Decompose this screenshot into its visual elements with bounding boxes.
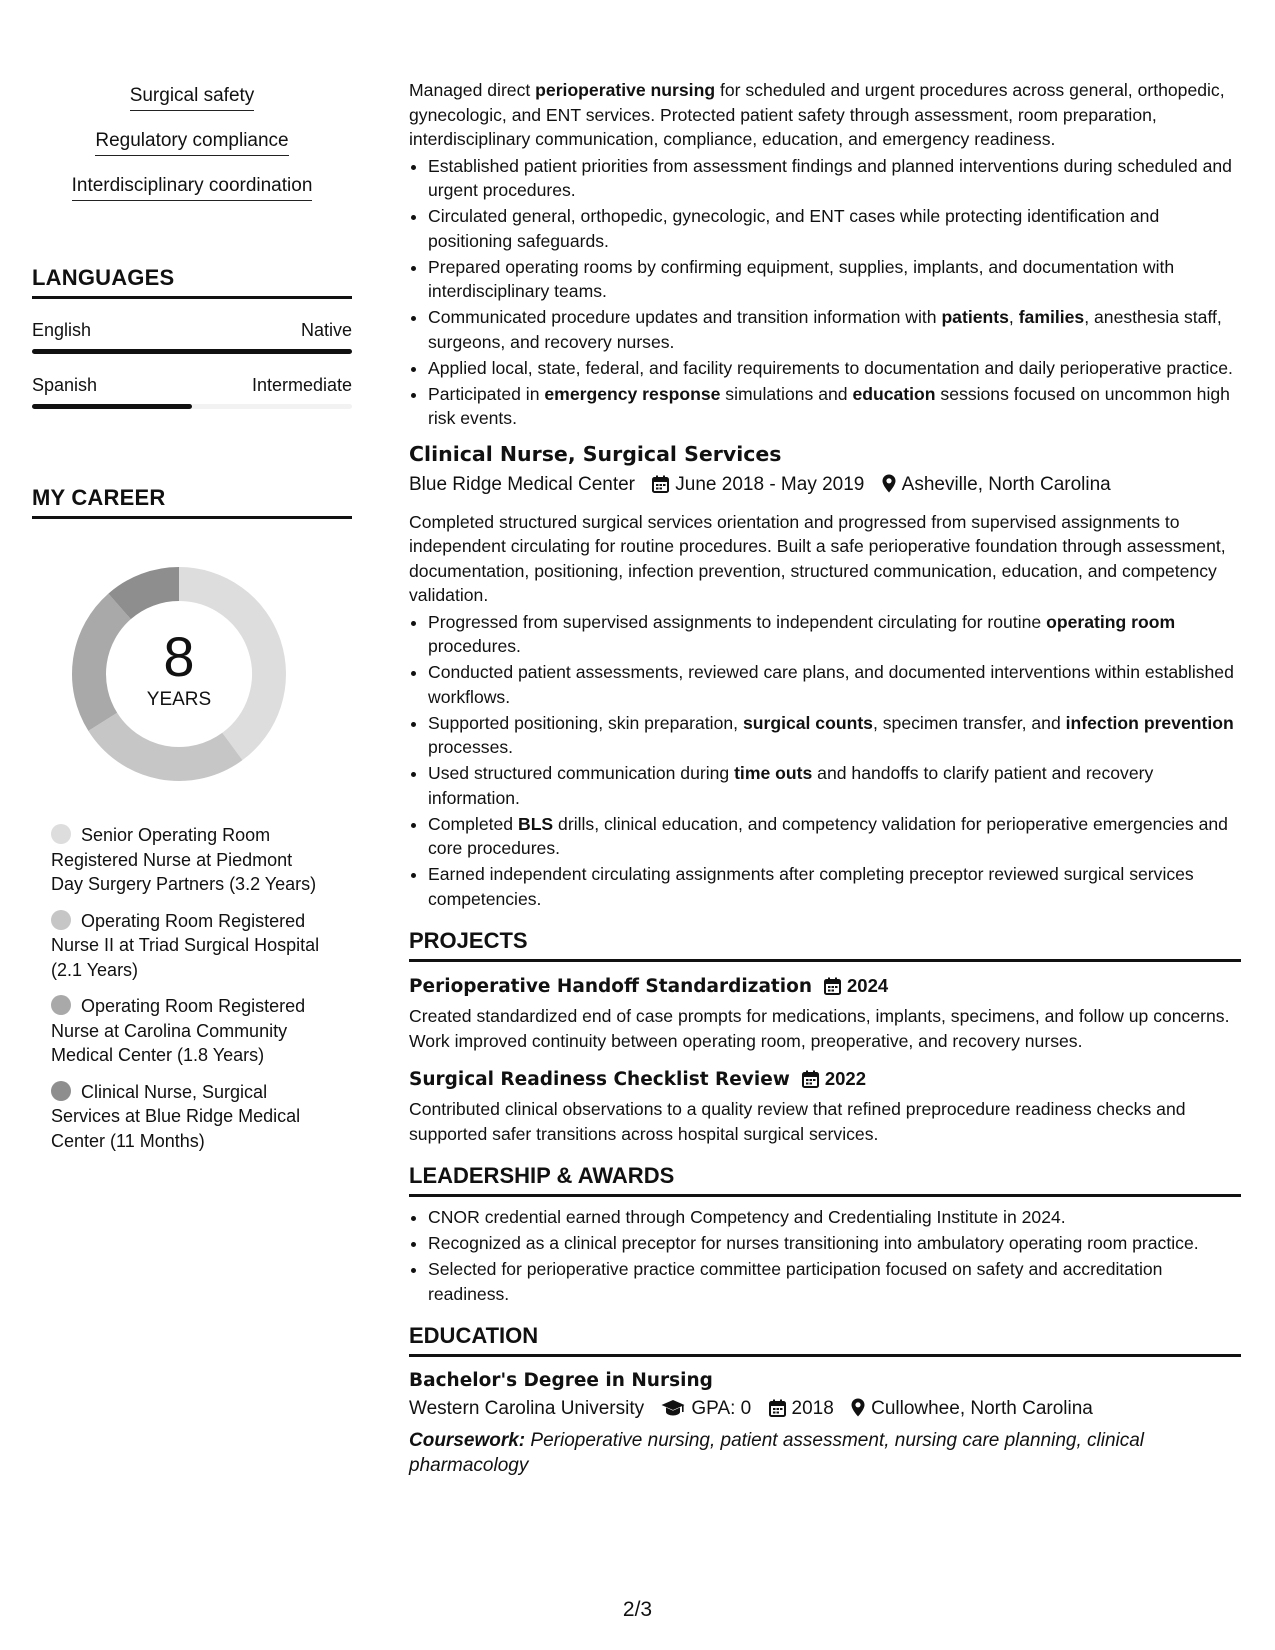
language-bar (32, 349, 352, 354)
left-column (32, 84, 352, 1165)
projects-title: PROJECTS (409, 927, 1241, 962)
job-bullet: • Communicated procedure updates and transition information with patients, families, anesthesia staff, surgeons, and recovery nurses. (428, 305, 1241, 354)
award-item: • Selected for perioperative practice committee participation focused on safety and accreditation readiness. (428, 1257, 1241, 1306)
job-bullet: • Prepared operating rooms by confirming equipment, supplies, implants, and documentation with interdisciplinary teams. (428, 255, 1241, 304)
legend-item (51, 909, 326, 983)
donut-segment (103, 722, 233, 764)
calendar-icon (802, 1069, 819, 1097)
awards-list (409, 1205, 1241, 1306)
legend-dot (51, 824, 71, 844)
career-section (32, 485, 352, 1153)
graduation-cap-icon (661, 1398, 685, 1426)
project-year: 2022 (824, 1068, 867, 1089)
project-title: Surgical Readiness Checklist Review 2022 (409, 1065, 1241, 1097)
job-summary: Completed structured surgical services orientation and progressed from supervised assignments to independent circulating for routine procedures. Built a safe perioperative foundation through assessment, documentation, positioning, infection prevention, structured communication, education, and competency validation. (409, 511, 1226, 605)
career-legend (32, 823, 352, 1153)
calendar-icon (824, 976, 841, 1004)
legend-label: Operating Room Registered Nurse II at Triad Surgical Hospital (2.1 Years) (51, 910, 320, 980)
degree-title: Bachelor's Degree in Nursing (409, 1370, 713, 1391)
job-bullet: • Conducted patient assessments, reviewed care plans, and documented interventions within established workflows. (428, 660, 1241, 709)
right-column (409, 78, 1241, 1478)
legend-item (51, 1080, 326, 1154)
job-bullets (409, 610, 1241, 912)
skills-list (32, 84, 352, 219)
legend-dot (51, 1081, 71, 1101)
job-bullet: • Completed BLS drills, clinical education, and competency validation for perioperative emergencies and core procedures. (428, 812, 1241, 861)
awards-title: LEADERSHIP & AWARDS (409, 1162, 1241, 1197)
job-bullet: • Used structured communication during time outs and handoffs to clarify patient and recovery information. (428, 761, 1241, 810)
language-bar (32, 404, 352, 409)
school-name: Western Carolina University (409, 1398, 645, 1419)
language-item (32, 319, 352, 354)
legend-label: Operating Room Registered Nurse at Carolina Community Medical Center (1.8 Years) (51, 996, 306, 1065)
company-name: Blue Ridge Medical Center (409, 473, 636, 495)
project-title: Perioperative Handoff Standardization 2024 (409, 972, 1241, 1004)
education-title: EDUCATION (409, 1322, 1241, 1357)
language-level: Intermediate (251, 375, 352, 395)
map-pin-icon (851, 1398, 865, 1426)
legend-label: Clinical Nurse, Surgical Services at Blue Ridge Medical Center (11 Months) (51, 1081, 301, 1151)
career-total-years: 8 (163, 625, 195, 688)
skill-tag: Surgical safety (130, 84, 255, 111)
legend-item (51, 823, 326, 897)
language-bar-fill (32, 349, 352, 354)
award-item: • Recognized as a clinical preceptor for nurses transitioning into ambulatory operating room practice. (428, 1231, 1241, 1256)
education-meta (409, 1395, 1241, 1426)
job-title: Clinical Nurse, Surgical Services (409, 441, 782, 466)
language-name: English (32, 320, 92, 340)
career-donut-chart (64, 559, 294, 789)
award-item: • CNOR credential earned through Competency and Credentialing Institute in 2024. (428, 1205, 1241, 1230)
language-level: Native (300, 320, 352, 340)
gpa: GPA: 0 (691, 1398, 752, 1419)
job-summary: Managed direct perioperative nursing for scheduled and urgent procedures across general, orthopedic, gynecologic, and ENT services. Protected patient safety through assessment, room preparation, interdisciplinary communication, compliance, education, and emergency readiness. (409, 80, 1225, 149)
job-bullet: • Supported positioning, skin preparation, surgical counts, specimen transfer, and infection prevention processes. (428, 711, 1241, 760)
project-description: Created standardized end of case prompts for medications, implants, specimens, and follow up concerns. Work improved continuity between operating room, preoperative, and recovery nurses. (409, 1006, 1230, 1051)
page-number: 2/3 (622, 1598, 653, 1621)
skill-tag: Interdisciplinary coordination (72, 174, 313, 201)
career-title: MY CAREER (32, 485, 352, 519)
language-bar-fill (32, 404, 192, 409)
legend-item (51, 994, 326, 1068)
job-bullet: • Earned independent circulating assignments after completing preceptor reviewed surgical services competencies. (428, 862, 1241, 911)
school-location: Cullowhee, North Carolina (871, 1398, 1093, 1419)
calendar-icon (652, 474, 669, 502)
project-description: Contributed clinical observations to a quality review that refined preprocedure readiness checks and supported safer transitions across hospital surgical services. (409, 1099, 1186, 1144)
skill-tag: Regulatory compliance (95, 129, 288, 156)
legend-label: Senior Operating Room Registered Nurse at Piedmont Day Surgery Partners (3.2 Years) (51, 825, 317, 894)
job-bullet: • Circulated general, orthopedic, gynecologic, and ENT cases while protecting identification and positioning safeguards. (428, 204, 1241, 253)
languages-title: LANGUAGES (32, 265, 352, 299)
legend-dot (51, 910, 71, 930)
job-dates: June 2018 - May 2019 (675, 473, 865, 495)
languages-section (32, 265, 352, 409)
job-bullet: • Progressed from supervised assignments to independent circulating for routine operating room procedures. (428, 610, 1241, 659)
coursework: Coursework: Perioperative nursing, patient assessment, nursing care planning, clinical pharmacology (409, 1430, 1145, 1476)
career-years-label: YEARS (146, 689, 212, 710)
job-bullets (409, 154, 1241, 431)
job-bullet: • Participated in emergency response simulations and education sessions focused on uncommon high risk events. (428, 382, 1241, 431)
calendar-icon (769, 1398, 786, 1426)
language-name: Spanish (32, 375, 98, 395)
legend-dot (51, 995, 71, 1015)
job-meta (409, 471, 1241, 502)
job-location: Asheville, North Carolina (901, 473, 1111, 495)
project-year: 2024 (847, 975, 889, 996)
job-bullet: • Established patient priorities from assessment findings and planned interventions during scheduled and urgent procedures. (428, 154, 1241, 203)
language-item (32, 374, 352, 409)
map-pin-icon (882, 474, 896, 502)
donut-segment (120, 584, 179, 606)
graduation-year: 2018 (791, 1398, 834, 1419)
job-bullet: • Applied local, state, federal, and facility requirements to documentation and daily perioperative practice. (428, 356, 1241, 381)
